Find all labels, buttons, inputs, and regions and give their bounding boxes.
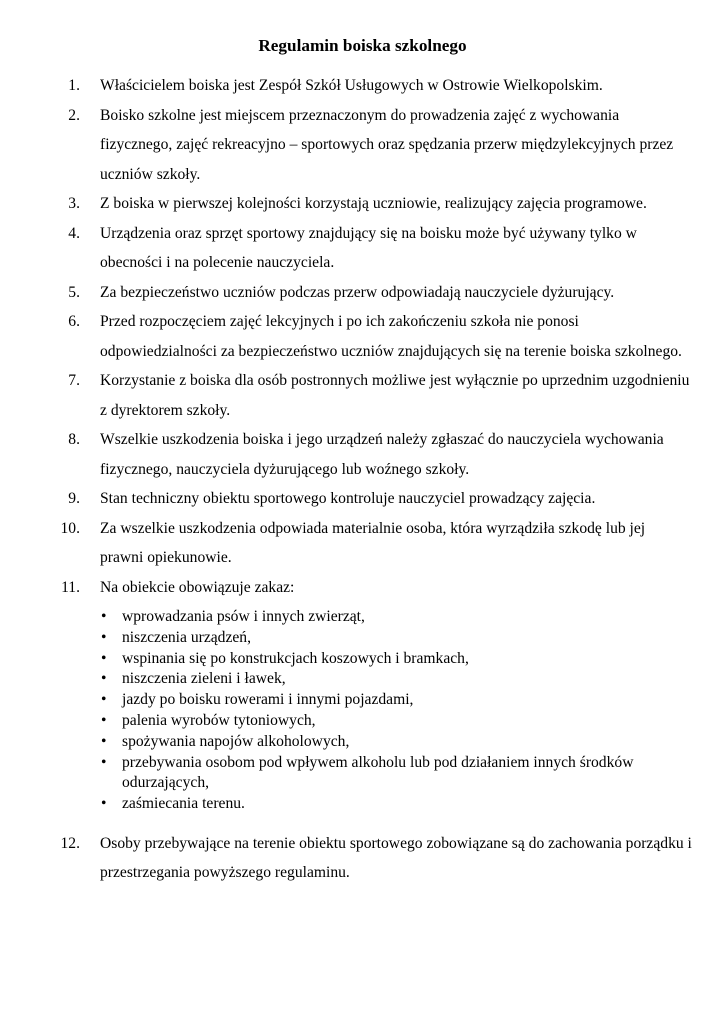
bullet-icon: • (101, 670, 107, 688)
rule-number: 6. (68, 313, 80, 330)
rule-item-1 (0, 71, 725, 101)
rule-item-8 (0, 425, 725, 484)
rule-item-9 (0, 484, 725, 514)
rule-number: 2. (68, 106, 80, 124)
list-item (100, 690, 702, 711)
rule-number: 5. (68, 283, 80, 301)
list-item (100, 732, 702, 753)
bullet-icon: • (101, 711, 107, 729)
rule-item-7 (0, 366, 725, 425)
rule-item-12 (0, 829, 725, 888)
rule-number: 10. (60, 519, 80, 537)
rule-text: Za bezpieczeństwo uczniów podczas przerw odpowiadają nauczyciele dyżurujący. (100, 283, 615, 301)
rule-text: Przed rozpoczęciem zajęć lekcyjnych i po ich zakończeniu szkoła nie ponosi odpowiedzialności za bezpieczeństwo uczniów znajdujących się na terenie boiska szkolnego. (100, 313, 682, 360)
rule-text: Urządzenia oraz sprzęt sportowy znajdujący się na boisku może być używany tylko w obecności i na polecenie nauczyciela. (100, 224, 637, 271)
list-item-text: wspinania się po konstrukcjach koszowych i bramkach, (122, 649, 469, 667)
rule-number: 9. (68, 490, 80, 507)
bullet-icon: • (101, 732, 107, 750)
rule-number: 3. (68, 195, 80, 212)
bullet-icon: • (101, 691, 107, 709)
bullet-icon: • (101, 608, 107, 625)
list-item-text: zaśmiecania terenu. (122, 795, 245, 813)
rule-text: Właścicielem boiska jest Zespół Szkół Usługowych w Ostrowie Wielkopolskim. (100, 77, 603, 94)
list-item (100, 607, 702, 628)
rule-item-11 (0, 573, 725, 603)
rule-text: Wszelkie uszkodzenia boiska i jego urządzeń należy zgłaszać do nauczyciela wychowania fizycznego, nauczyciela dyżurującego lub woźnego szkoły. (100, 431, 664, 478)
rule-number: 1. (68, 77, 80, 94)
rule-text: Z boiska w pierwszej kolejności korzystają uczniowie, realizujący zajęcia programowe. (100, 195, 647, 212)
page-title: Regulamin boiska szkolnego (258, 36, 467, 55)
list-item-text: przebywania osobom pod wpływem alkoholu lub pod działaniem innych środków odurzających, (122, 753, 634, 792)
rule-text: Stan techniczny obiektu sportowego kontroluje nauczyciel prowadzący zajęcia. (100, 490, 596, 507)
list-item (100, 649, 702, 670)
rule-text: Korzystanie z boiska dla osób postronnych możliwe jest wyłącznie po uprzednim uzgodnieniu z dyrektorem szkoły. (100, 372, 690, 419)
rule-item-4 (0, 219, 725, 278)
bullet-icon: • (101, 795, 107, 813)
rule-item-6 (0, 307, 725, 366)
rule-text: Za wszelkie uszkodzenia odpowiada materialnie osoba, która wyrządziła szkodę lub jej prawni opiekunowie. (100, 519, 646, 566)
list-item (100, 669, 702, 690)
bullet-icon: • (101, 649, 107, 667)
list-item-text: palenia wyrobów tytoniowych, (122, 711, 316, 729)
rule-number: 11. (61, 578, 80, 596)
bullet-icon: • (101, 753, 107, 771)
list-item (100, 711, 702, 732)
rule-text: Boisko szkolne jest miejscem przeznaczonym do prowadzenia zajęć z wychowania fizycznego, zajęć rekreacyjno – sportowych oraz spędzania przerw międzylekcyjnych przez uczniów szkoły. (100, 106, 674, 183)
rule-item-2 (0, 101, 725, 190)
list-item-text: jazdy po boisku rowerami i innymi pojazdami, (122, 691, 414, 709)
list-item (100, 794, 702, 815)
rule-item-5 (0, 278, 725, 308)
rule-item-3 (0, 189, 725, 219)
rule-number: 8. (68, 431, 80, 448)
rule-number: 12. (60, 834, 80, 852)
prohibitions-list (100, 602, 725, 829)
list-item-text: niszczenia urządzeń, (122, 628, 251, 646)
bullet-icon: • (101, 628, 107, 646)
rules-list (0, 71, 725, 888)
list-item (100, 628, 702, 649)
list-item-text: wprowadzania psów i innych zwierząt, (122, 608, 365, 625)
rule-text: Na obiekcie obowiązuje zakaz: (100, 578, 295, 596)
rule-number: 7. (68, 372, 80, 389)
rule-item-10 (0, 514, 725, 573)
rule-text: Osoby przebywające na terenie obiektu sportowego zobowiązane są do zachowania porządku i przestrzegania powyższego regulaminu. (100, 834, 692, 882)
list-item-text: spożywania napojów alkoholowych, (122, 732, 350, 750)
rule-number: 4. (68, 224, 80, 242)
list-item-text: niszczenia zieleni i ławek, (122, 670, 286, 688)
list-item (100, 753, 702, 795)
